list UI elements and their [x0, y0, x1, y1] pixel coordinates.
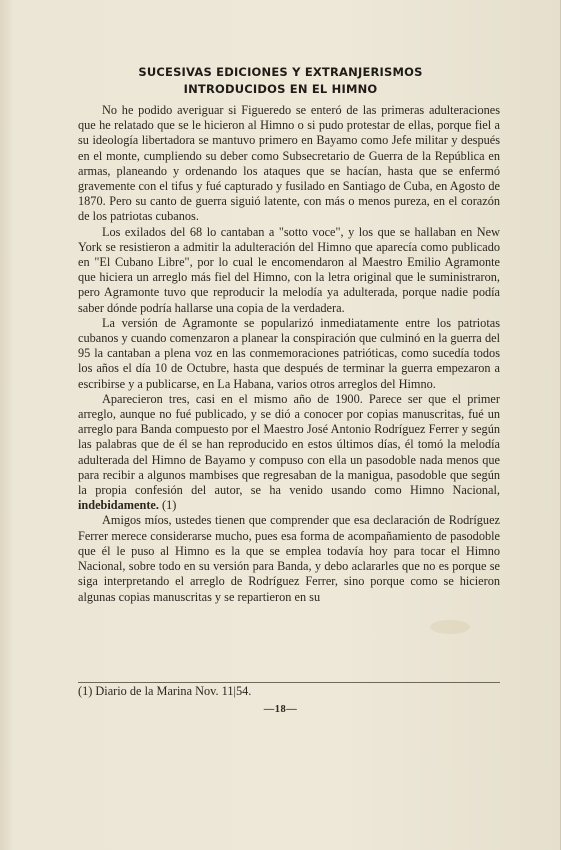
paragraph-3: La versión de Agramonte se popularizó inmediatamente entre los patriotas cubanos y cuando comenzaron a planear la conspiración que culminó en la guerra del 95 la cantaban a plena voz en las conmemoraciones patrióticas, como sucedía todos los años el día 10 de Octubre, hasta que después de terminar la guerra empezaron a escribirse y a publicarse, en La Habana, varios otros arreglos del Himno. — [78, 315, 500, 391]
footnote-reference: (1) — [162, 498, 177, 513]
paragraph-4-text: Aparecieron tres, casi en el mismo año de 1900. Parece ser que el primer arreglo, aunque no fué publicado, y se dió a conocer por copias manuscritas, fué un arreglo para Banda compuesto por el Maestro José Antonio Rodríguez Ferrer y según las palabras que de él se han reproducido en estos últimos días, él tomó la melodía adulterada del Himno de Bayamo y compuso con ella un pasodoble nada menos que para recibir a algunos mambises que regresaban de la manigua, pasodoble que según la propia confesión del autor, se ha venido usando como Himno Nacional, — [78, 391, 500, 498]
emphasis-indebidamente: indebidamente. — [78, 498, 159, 513]
page-number: —18— — [263, 704, 298, 715]
paragraph-1: No he podido averiguar si Figueredo se enteró de las primeras adulteraciones que he relatado que se le hicieron al Himno o si pudo protestar de ellas, porque fiel a su ideología libertadora se mantuvo primero en Bayamo como Jefe militar y después en el monte, cumpliendo su deber como Subsecretario de Guerra de la República en armas, planeando y ordenando los ataques que se hacían, hasta que se enfermó gravemente con el tifus y fué capturado y fusilado en Santiago de Cuba, en Agosto de 1870. Pero su canto de guerra siguió latente, con más o menos pureza, en el corazón de los patriotas cubanos. — [78, 103, 500, 224]
paragraph-2: Los exilados del 68 lo cantaban a "sotto voce", y los que se hallaban en New York se resistieron a admitir la adulteración del Himno que aparecía como publicado en "El Cubano Libre", por lo cual le encomendaron al Maestro Emilio Agramonte que hiciera un arreglo más fiel del Himno, con la letra original que le suministraron, pero Agramonte tuvo que reproducir la melodía ya adulterada, porque nadie podía saber dónde podría hallarse una copia de la verdadera. — [78, 224, 500, 315]
paragraph-5: Amigos míos, ustedes tienen que comprender que esa declaración de Rodríguez Ferrer merece considerarse mucho, pues esa forma de acompañamiento de pasodoble que él le puso al Himno es la que se emplea todavía hoy para tocar el Himno Nacional, sobre todo en su versión para Banda, y debo aclararles que no es porque se siga interpretando el arreglo de Rodríguez Ferrer, sino porque como se hicieron algunas copias manuscritas y se repartieron en su — [78, 513, 500, 604]
body-text — [78, 103, 500, 605]
chapter-title-line-1: SUCESIVAS EDICIONES Y EXTRANJERISMOS — [138, 65, 423, 79]
footnote-divider — [78, 682, 500, 683]
chapter-title-line-2: INTRODUCIDOS EN EL HIMNO — [183, 82, 378, 96]
footnote: (1) Diario de la Marina Nov. 11|54. — [78, 684, 252, 698]
paragraph-4 — [78, 392, 500, 514]
paper-stain — [430, 620, 470, 634]
